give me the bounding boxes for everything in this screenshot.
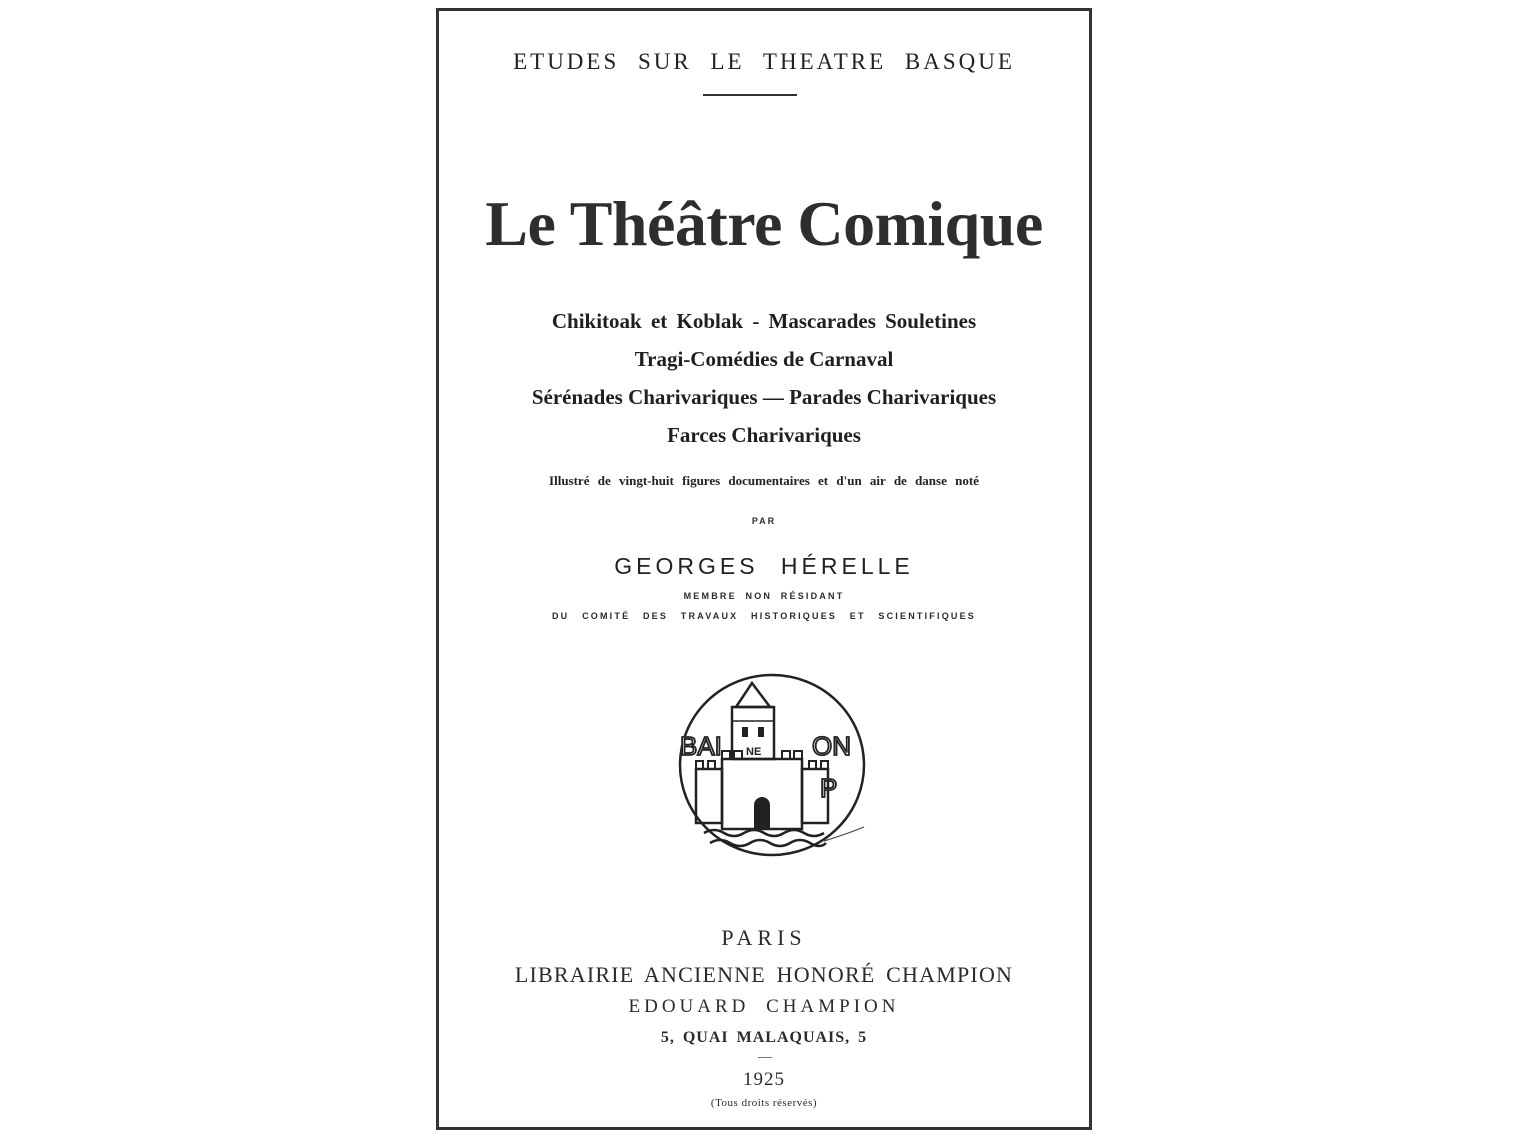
title-page <box>436 8 1092 1130</box>
subtitle-line: Chikitoak et Koblak - Mascarades Souletines <box>551 309 977 333</box>
author-role: MEMBRE NON RÉSIDANT <box>683 591 845 601</box>
subtitle-line: Farces Charivariques <box>667 423 861 447</box>
illustration-note: Illustré de vingt-huit figures documentaires et d'un air de danse noté <box>549 473 979 488</box>
imprint-editor: EDOUARD CHAMPION <box>628 996 900 1017</box>
book-title: Le Théâtre Comique <box>485 188 1043 259</box>
seal-letters-left: BAI <box>680 731 722 761</box>
title-divider <box>703 94 797 96</box>
imprint-city: PARIS <box>721 925 807 950</box>
series-title: ETUDES SUR LE THEATRE BASQUE <box>513 49 1015 74</box>
imprint-publisher: LIBRAIRIE ANCIENNE HONORÉ CHAMPION <box>514 962 1014 987</box>
imprint-divider <box>758 1057 772 1058</box>
imprint-address: 5, QUAI MALAQUAIS, 5 <box>660 1029 868 1046</box>
author-name: GEORGES HÉRELLE <box>614 553 914 579</box>
imprint-rights: (Tous droits réservés) <box>710 1097 818 1109</box>
seal-letters-right: ON <box>812 731 851 761</box>
castle-seal-icon <box>674 669 874 879</box>
imprint-year: 1925 <box>743 1069 785 1090</box>
subtitle-line: Sérénades Charivariques — Parades Charivariques <box>531 385 997 409</box>
seal-letter-p: P <box>820 773 838 803</box>
seal-letters-small: NE <box>746 746 762 758</box>
par-label: PAR <box>751 516 777 526</box>
author-affiliation: DU COMITÉ DES TRAVAUX HISTORIQUES ET SCIENTIFIQUES <box>551 611 977 621</box>
subtitle-line: Tragi-Comédies de Carnaval <box>634 347 894 371</box>
